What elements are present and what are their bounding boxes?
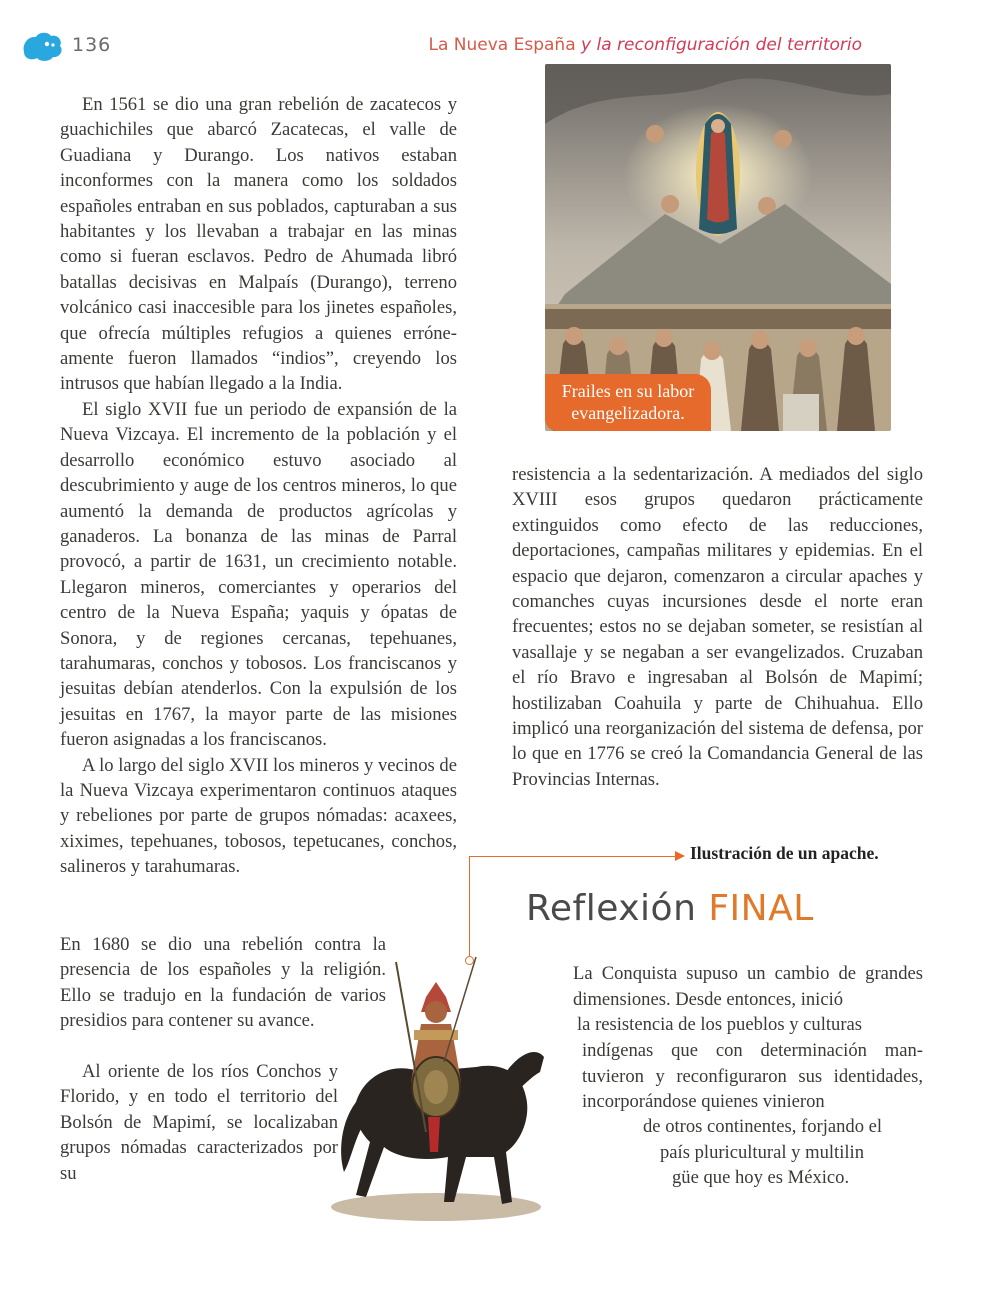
reflection-text-line-7: país pluricultural y multilin: [660, 1142, 864, 1163]
left-column-narrow-2: [60, 1059, 338, 1186]
paragraph-rebelion-1680: En 1680 se dio una rebelión contra la presencia de los españoles y la religión. Ello se tradujo en la fundación de varios presidios para contener su avance.: [60, 934, 386, 1032]
right-column: [512, 462, 923, 792]
reflection-text-line-6: de otros continentes, forjando el: [643, 1116, 883, 1137]
caption-connector-line-vertical: [469, 856, 470, 960]
running-head-italic: y la reconfiguración del territorio: [581, 35, 862, 55]
caption-connector-line: [470, 856, 676, 857]
reflection-text-line-3: la resistencia de los pueblos y culturas: [577, 1014, 863, 1035]
caption-arrow-icon: [675, 851, 685, 861]
paragraph-resistencia: resistencia a la sedentarización. A mediados del siglo XVIII esos grupos quedaron prácticamente extinguidos como efecto de las reducciones, deportaciones, campañas militares y epidemias. En el espacio que dejaron, comenzaron a circular apaches y comanches cuyas incursiones desde el norte eran frecuentes; estos no se dejaban someter, se resistían al vasallaje y se negaban a ser evangelizados. Cruzaban el río Bravo e ingresaban al Bolsón de Mapimí; hostilizaban Coahuila y parte de Chihuahua. Ello implicó una reorganización del sistema de defensa, por lo que en 1776 se creó la Comandancia General de las Provincias Internas.: [512, 464, 923, 790]
reflection-text-line-4: indígenas que con determinación mantuvieron y reconfiguraron sus identidades, incorporándose quienes vinieron: [582, 1040, 923, 1112]
paragraph-bolson-mapimi: Al oriente de los ríos Conchos y Florido, y en todo el territorio del Bolsón de Mapimí, se localizaban grupos nómadas caracterizados por su: [60, 1061, 338, 1184]
paragraph-rebellion-1561: En 1561 se dio una gran rebelión de zacatecos y guachichiles que abarcó Zacatecas, el valle de Guadiana y Durango. Los nativos estaban inconformes con la manera como los soldados españoles entraban en sus poblados, capturaban a sus habitantes y los llevaban a trabajar en las minas como si fueran esclavos. Pedro de Ahumada libró batallas decisivas en Malpaís (Durango), terreno volcánico casi inaccesible para los jinetes españoles, que ofrecía múltiples refugios a quienes erróneamente fueron llamados “indios”, creyendo los intrusos que habían llegado a la India.: [60, 94, 457, 395]
image-caption-line-2: evangelizadora.: [571, 403, 685, 423]
reflection-title-accent: FINAL: [708, 888, 814, 929]
reflection-text-line-1: La Conquista supuso un cambio de grandes dimensiones. Desde entonces, inició: [573, 963, 923, 1010]
paragraph-siglo-xvii: El siglo XVII fue un periodo de expansión de la Nueva Vizcaya. El incremento de la población y el desarrollo económico estuvo asociado al descubrimiento y auge de los centros mineros, lo que aumentó la demanda de productos agrícolas y ganaderos. La bonanza de las minas de Parral provocó, a partir de 1631, un crecimiento notable. Llegaron mineros, comerciantes y operarios del centro de la Nueva España; yaquis y ópatas de Sonora, y de regiones cercanas, tepehuanes, tarahumaras, conchos y tobosos. Los franciscanos y jesuitas debían atenderlos. Con la expulsión de los jesuitas en 1767, la mayor parte de las misiones fueron asignadas a los franciscanos.: [60, 398, 457, 751]
left-column: [60, 92, 457, 880]
running-head-plain: La Nueva España: [428, 35, 576, 55]
running-head: [429, 35, 863, 55]
paragraph-ataques: A lo largo del siglo XVII los mineros y vecinos de la Nueva Vizcaya experimentaron continuos ataques y rebeliones por parte de grupos nómadas: acaxees, xiximes, tepehuanes, tobosos, tepetucanes, conchos, salineros y tarahumaras.: [60, 754, 457, 878]
reflection-title-plain: Reflexión: [526, 888, 697, 929]
reflection-text-line-8: güe que hoy es México.: [672, 1167, 850, 1188]
page-number: 136: [72, 34, 112, 56]
image-caption-badge: [545, 374, 711, 431]
apache-rider-illustration: [326, 952, 548, 1222]
apache-caption: Ilustración de un apache.: [690, 843, 879, 863]
book-series-icon: [20, 30, 64, 64]
image-caption-line-1: Frailes en su labor: [561, 381, 695, 401]
reflection-title: [526, 888, 814, 929]
